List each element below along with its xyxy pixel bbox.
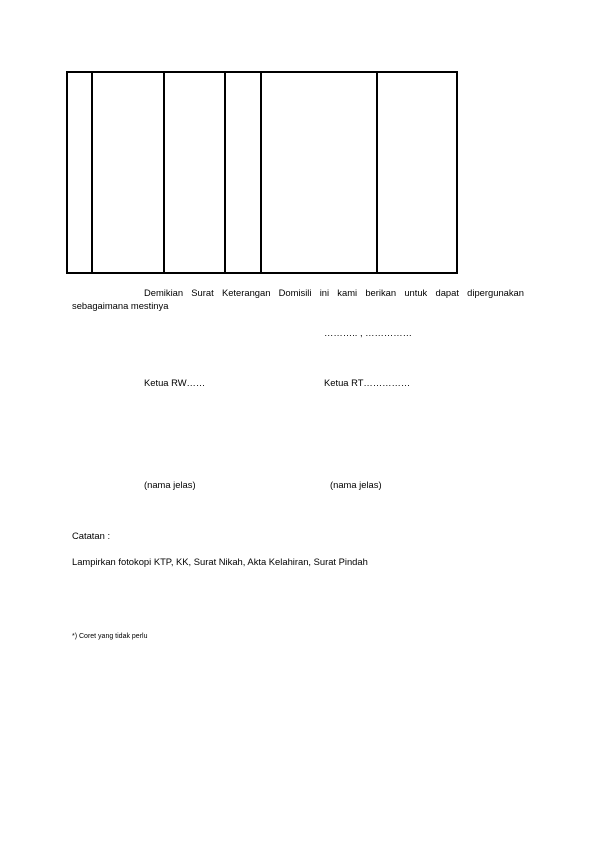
closing-line-1: Demikian Surat Keterangan Domisili ini kami berikan untuk dapat dipergunakan	[144, 287, 524, 298]
table-cell	[67, 72, 92, 273]
rw-signature-name: (nama jelas)	[144, 479, 196, 490]
note-title: Catatan :	[72, 530, 111, 541]
data-table	[66, 71, 458, 274]
table-cell	[261, 72, 377, 273]
place-date: ……….. , ……………	[324, 327, 413, 338]
rt-signature-name: (nama jelas)	[330, 479, 382, 490]
note-text: Lampirkan fotokopi KTP, KK, Surat Nikah, Akta Kelahiran, Surat Pindah	[72, 556, 368, 567]
table-cell	[377, 72, 457, 273]
closing-paragraph	[72, 287, 524, 312]
table-cell	[225, 72, 261, 273]
rw-signature-title: Ketua RW……	[144, 377, 206, 388]
closing-line-2: sebagaimana mestinya	[72, 299, 169, 311]
table-cell	[164, 72, 225, 273]
footnote: *) Coret yang tidak perlu	[72, 633, 148, 640]
table-row	[67, 72, 457, 273]
table-cell	[92, 72, 164, 273]
rt-signature-title: Ketua RT……………	[324, 377, 411, 388]
